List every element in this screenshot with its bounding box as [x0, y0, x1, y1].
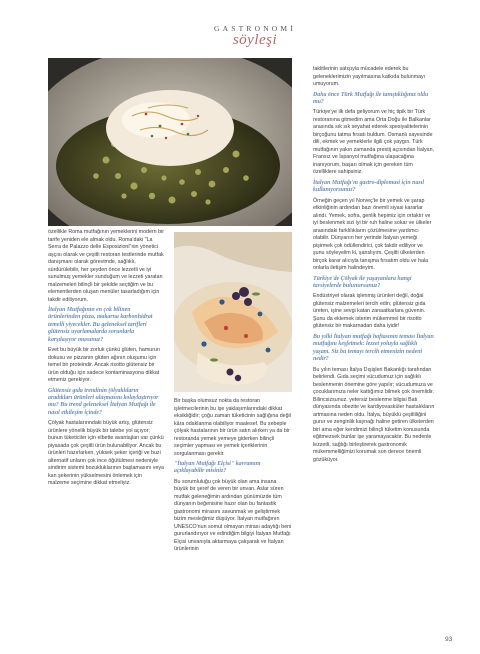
- column-middle: [174, 398, 292, 557]
- section-subtitle: söyleşi: [232, 32, 278, 48]
- interview-question: İtalyan Mutfağı'nı gastro-diplomasi için nasıl kullanıyorsunuz?: [313, 179, 424, 194]
- body-paragraph: Bu sorumluluğu çok büyük olan ama insana büyük bir şeref de veren bir unvan. Aslar süren mutfak geleneğimin ardından günümüzde tüm dünyanın beğenisine hazır olan bu fantastik gastronomi mirasını savunmak ve geliştirmek bizim mesleğimiz düşüyor. İtalyan mutfağının UNESCO'nun somut olmayan mirası adaylığı beni gururlandırıyor ve edindiğim bilgiyi İtalyan Mutfağı Elçisi unvanıyla aktarmaya çalışarak ve İtalyan ürünlerinin: [174, 478, 292, 553]
- body-paragraph: Örneğin geçen yıl Norveç'te bir yemek ve şarap etkinliğinin ardından bazı önemli siyasi kararlar alındı. Yemek, sofra, genlik hepimiz için ortaktır ve iyi beslenmek sizi iyi bir ruh haline sokar ve ülkeler arasındaki farklılıkların çözülmesine yardımcı olabilir. Dünyanın her yerinde İtalyan yemeği pişirmek çok ödüllendirici, çok takdir ediliyor ve şunu söyleyelim ki, şanslıyım. Çeşitli ülkelerden birçok karar alıcıyla tanışma fırsatım oldu ve hala onlarla iletişim halindeyim.: [313, 197, 432, 272]
- body-paragraph: Bu yılın teması İtalya Dışişleri Bakanlığı tarafından belirlendi. Gıda seçimi vücudumuz için sağlıklı beslenmenin önemine göre yapılır; vücudumuza ve çocuklarımıza neler kattığımız bilmek çok önemlidir. Bilincsizsunuz, yetersiz beslenme bilgisi Batı dünyasında obezite ve kardiyovasküler hastalıkların artmasına neden oldu. İtalya, büyüklü çeşitliliğini gurur ve zenginlik kaynağı haline getiren ülkelerden biri ama eğer kendimizi bilinçli tüketim konusunda eğitmezsek bunlar işe yaramayacaktır. Bu nedenle lezzetli, sağlığı birleştirerek gastronomik mükemmelliğimizi korumak son derece önemli gözüküyor.: [313, 366, 435, 463]
- body-paragraph: Çölyak hastalarınndaki büyük artış, glütensiz ürünlere yönelik büyük bir talebe yol açıyor; bunun tüketiciler için elbette avantajları var çünkü piyasada çok çeşitli ürün bulunabiliyor. Ancak bu ürünleri hazırlarken, yüksek şeker içeriği ve buzi alternatif unların çok ince öğütülmesi nedeniyle sindirim sistemi bozukluklarının başlamasını veya kan şekerinin yükselmesini önlemek için malzeme seçimine dikkat etmeliyiz.: [48, 420, 164, 487]
- dessert-photo: [174, 232, 292, 392]
- interview-question: İtalyan Mutfağının en çok bilinen ürünlerinden pizza, makarna karbonhidrat temelli yiyecekler. Bu geleneksel tarifleri glütensiz uyarlamalarda sorunlarla karşılaşıyor musunuz?: [48, 307, 153, 343]
- body-paragraph: Türkiye'ye ilk defa geliyorum ve hiç tipik bir Türk restoranına gitmedim ama Orta Doğu ile Balkanlar arasında sık sık seyahat ederek spesiyalitelerinin birçoğunu tatma fırsatı buldum. Osmanlı sayesinde dili, ekmek ve yemeklerle ilgili çok yaygın. Türk mutfağının yakın zamanda prestij açısından İtalyan, Fransız ve İspanyol mutfağına ulaşacağına inanıyorum, başarı olmak için gereken tüm özelliklere sahipsiniz.: [313, 109, 435, 176]
- section-label: GASTRONOMİ: [213, 24, 296, 33]
- body-paragraph: Evet bu büyük bir zorluk çünkü glüten, hamurun dokusu ve pizzanın glüten ağının oluşumu için temel bir proteindir. Ancak risotto glütensiz bir ürün olduğu için sadece kontaminasyona dikkat etmeniz gerekiyor.: [48, 347, 160, 384]
- page-number: 93: [445, 636, 453, 643]
- body-paragraph: Endüstriyel olarak işlenmiş ürünleri değil, doğal glütensiz malzemeleri tercih edin; glütensiz gıda üreten, işine sevgi katan zanaatkarlara güvenin. Şunu da eklemek isterim mükemmel bir risotto glütensiz bir makarnadan daha iyidir!: [313, 293, 426, 330]
- interview-question: Türkiye'de Çölyak ile yaşayanlara hangi tavsiyelerde bulunursunuz?: [313, 275, 412, 290]
- column-right: [313, 66, 435, 467]
- interview-question: Glütensiz gıda trendinin (ölyaklıların aradıkları ürünleri ulaşmasını kolaylaştırıyor mu? Bu trend geleneksel İtalyan Mutfağı ile nasıl etkileşim içinde?: [48, 387, 159, 416]
- interview-question: Daha önce Türk Mutfağı ile tanıştıklığınız oldu mu?: [313, 91, 429, 105]
- interview-question: Bu yılki İtalyan mutfağı haftasının teması İtalyan mutfağını keşfetmek: lezzet yoluyla sağlıklı yaşam. Siz bu temayı tercih etmenizin nedeni nedir?: [313, 333, 434, 363]
- interview-question: "İtalyan Mutfağı Elçisi" kavramını açıklayabilir misiniz?: [174, 461, 261, 475]
- body-paragraph: özellikle Roma mutfağının yemeklerini modern bir tarife yeniden ele almak oldu. Roma'daki "La Serra de Palazzo delle Esposizioni"nin yönetici aşçısı olarak ve çeşitli restoran testlerinde mutfak danışmanı olarak görevimde, sağlıklı, sürdürülebilir, her şeyden önce lezzetli ve iyi sunulmuş yemekler sunduğum ve lezzeti yaratan malzemeleri bilinçli bir şekilde seçtiğim ve bu elementlerden oluşan menüler tasarladığım için takdir ediliyorum.: [48, 229, 164, 303]
- body-paragraph: taklitlerinin satışıyla mücadele ederek bu geleneklerimizin yayılmasına katkıda bulunmayı umuyorum.: [313, 66, 426, 87]
- risotto-photo: [48, 58, 292, 226]
- body-paragraph: Bir başka olumsuz nokta da restoran işletmecilerinin bu işe yaklaşımlarındaki dikkat eksikliğidir; çoğu zaman tüketicinin sağlığına değil kâra odaklanma olabiliyor maalesef. Bu sebeple çölyak hastalarının bir ürün satın alırken ya da bir restoranda yemek yemeye giderken bilinçli seçimler yapması ve yemek içeriklerinin sorgulanması gerekir.: [174, 398, 291, 457]
- section-header: [170, 24, 340, 49]
- column-left: [48, 229, 164, 491]
